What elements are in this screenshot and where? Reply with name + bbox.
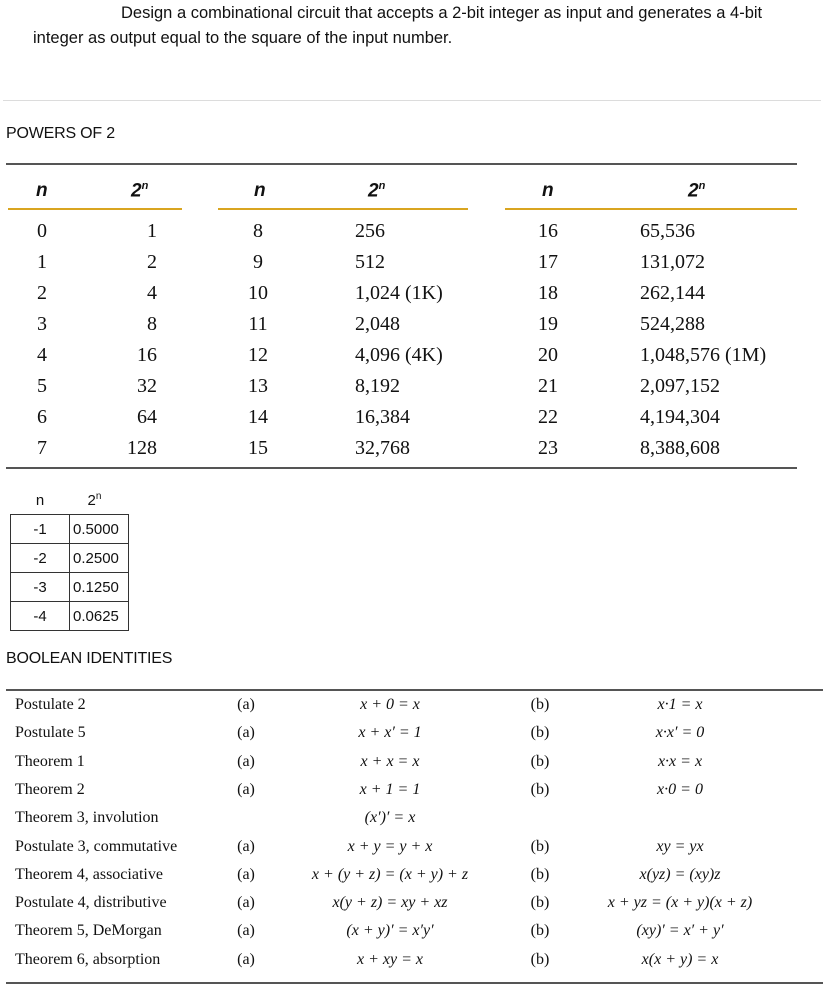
power-n: 18 bbox=[538, 282, 558, 304]
identity-expr-b: x·x′ = 0 bbox=[655, 724, 705, 741]
power-n: 22 bbox=[538, 406, 558, 428]
power-value: 2 bbox=[147, 251, 157, 273]
label-b: (b) bbox=[530, 781, 550, 798]
power-n: 5 bbox=[37, 375, 47, 397]
power-value: 16 bbox=[137, 344, 157, 366]
boolean-bottom-rule bbox=[6, 982, 823, 984]
power-n: 15 bbox=[248, 437, 268, 459]
power-n: 21 bbox=[538, 375, 558, 397]
label-a: (a) bbox=[237, 894, 255, 911]
label-b: (b) bbox=[530, 922, 550, 939]
header-rule-2 bbox=[218, 208, 468, 210]
power-n: 19 bbox=[538, 313, 558, 335]
power-n: 9 bbox=[253, 251, 263, 273]
table-row bbox=[11, 602, 129, 631]
power-value: 64 bbox=[137, 406, 157, 428]
table-row bbox=[11, 544, 129, 573]
label-a: (a) bbox=[237, 724, 255, 741]
header-2n-1: 2$^n$ bbox=[131, 180, 149, 202]
power-value: 512 bbox=[355, 251, 385, 273]
power-value: 128 bbox=[127, 437, 157, 459]
identity-name: Theorem 2 bbox=[15, 781, 85, 798]
label-a: (a) bbox=[237, 866, 255, 883]
label-b: (b) bbox=[530, 724, 550, 741]
identity-expr-a: (x + y)′ = x′y′ bbox=[346, 922, 434, 939]
neg-value: 0.5000 bbox=[70, 515, 129, 544]
neg-value: 0.1250 bbox=[70, 573, 129, 602]
identity-name: Theorem 5, DeMorgan bbox=[15, 922, 162, 939]
identity-expr-a: x + x = x bbox=[360, 753, 420, 770]
power-n: 8 bbox=[253, 220, 263, 242]
power-n: 20 bbox=[538, 344, 558, 366]
identity-expr-b: x·1 = x bbox=[657, 696, 703, 713]
power-n: 14 bbox=[248, 406, 268, 428]
boolean-top-rule bbox=[6, 689, 823, 691]
identity-expr-b: x(x + y) = x bbox=[641, 951, 719, 968]
label-a: (a) bbox=[237, 922, 255, 939]
identity-name: Theorem 1 bbox=[15, 753, 85, 770]
label-a: (a) bbox=[237, 696, 255, 713]
identity-name: Postulate 2 bbox=[15, 696, 86, 713]
label-a: (a) bbox=[237, 753, 255, 770]
header-2n: 2$^n$ bbox=[87, 491, 102, 509]
label-a: (a) bbox=[237, 838, 255, 855]
identity-expr-a: x(y + z) = xy + xz bbox=[332, 894, 448, 911]
table-top-rule bbox=[6, 163, 797, 165]
header-2n-3: 2$^n$ bbox=[688, 180, 706, 202]
label-b: (b) bbox=[530, 753, 550, 770]
label-b: (b) bbox=[530, 866, 550, 883]
power-n: 12 bbox=[248, 344, 268, 366]
neg-n: -2 bbox=[11, 544, 70, 573]
power-value: 1,048,576 (1M) bbox=[640, 344, 767, 366]
header-n: n bbox=[35, 491, 45, 509]
powers-section-title: POWERS OF 2 bbox=[6, 125, 115, 142]
power-value: 4,096 (4K) bbox=[355, 344, 443, 366]
power-n: 4 bbox=[37, 344, 47, 366]
question-line-2: integer as output equal to the square of the input number. bbox=[33, 29, 453, 47]
identity-expr-a: (x′)′ = x bbox=[364, 809, 416, 826]
identity-expr-b: x + yz = (x + y)(x + z) bbox=[607, 894, 753, 911]
header-rule-3 bbox=[505, 208, 797, 210]
power-n: 16 bbox=[538, 220, 558, 242]
table-bottom-rule bbox=[6, 467, 797, 469]
identity-name: Postulate 3, commutative bbox=[15, 838, 178, 855]
power-value: 131,072 bbox=[640, 251, 705, 273]
power-n: 3 bbox=[37, 313, 47, 335]
identity-name: Postulate 5 bbox=[15, 724, 86, 741]
power-value: 1 bbox=[147, 220, 157, 242]
power-n: 6 bbox=[37, 406, 47, 428]
power-n: 2 bbox=[37, 282, 47, 304]
table-header-row bbox=[11, 486, 129, 515]
power-value: 65,536 bbox=[640, 220, 695, 242]
power-n: 23 bbox=[538, 437, 558, 459]
identity-expr-a: x + (y + z) = (x + y) + z bbox=[311, 866, 469, 883]
power-value: 32 bbox=[137, 375, 157, 397]
power-n: 17 bbox=[538, 251, 558, 273]
identity-name: Theorem 6, absorption bbox=[15, 951, 161, 968]
power-value: 32,768 bbox=[355, 437, 410, 459]
identity-expr-b: x·0 = 0 bbox=[657, 781, 703, 798]
label-b: (b) bbox=[530, 696, 550, 713]
power-n: 1 bbox=[37, 251, 47, 273]
label-a: (a) bbox=[237, 781, 255, 798]
identity-expr-b: xy = yx bbox=[656, 838, 704, 855]
label-b: (b) bbox=[530, 894, 550, 911]
power-value: 4,194,304 bbox=[640, 406, 720, 428]
header-n-1: n bbox=[36, 180, 48, 201]
identity-expr-b: x(yz) = (xy)z bbox=[639, 866, 721, 883]
identity-name: Theorem 3, involution bbox=[15, 809, 159, 826]
identity-expr-a: x + 1 = 1 bbox=[359, 781, 421, 798]
identity-expr-a: x + xy = x bbox=[357, 951, 423, 968]
label-b: (b) bbox=[530, 838, 550, 855]
neg-n: -4 bbox=[11, 602, 70, 631]
identity-expr-b: (xy)′ = x′ + y′ bbox=[636, 922, 724, 939]
neg-n: -3 bbox=[11, 573, 70, 602]
power-n: 0 bbox=[37, 220, 47, 242]
power-n: 10 bbox=[248, 282, 268, 304]
header-2n-2: 2$^n$ bbox=[368, 180, 386, 202]
power-value: 524,288 bbox=[640, 313, 705, 335]
power-n: 7 bbox=[37, 437, 47, 459]
header-n-2: n bbox=[254, 180, 266, 201]
powers-table bbox=[0, 0, 825, 480]
identity-expr-b: x·x = x bbox=[657, 753, 703, 770]
label-b: (b) bbox=[530, 951, 550, 968]
power-value: 8 bbox=[147, 313, 157, 335]
power-value: 2,097,152 bbox=[640, 375, 720, 397]
question-line-1: Design a combinational circuit that accepts a 2-bit integer as input and generates a 4-bit bbox=[121, 4, 763, 22]
power-value: 8,192 bbox=[355, 375, 400, 397]
identity-name: Postulate 4, distributive bbox=[15, 894, 167, 911]
header-rule-1 bbox=[8, 208, 182, 210]
power-n: 11 bbox=[248, 313, 268, 335]
power-value: 2,048 bbox=[355, 313, 400, 335]
identity-expr-a: x + y = y + x bbox=[347, 838, 433, 855]
header-n-3: n bbox=[542, 180, 554, 201]
neg-value: 0.2500 bbox=[70, 544, 129, 573]
neg-value: 0.0625 bbox=[70, 602, 129, 631]
power-value: 4 bbox=[147, 282, 157, 304]
boolean-section-title: BOOLEAN IDENTITIES bbox=[6, 650, 173, 667]
table-row bbox=[11, 573, 129, 602]
identity-name: Theorem 4, associative bbox=[15, 866, 163, 883]
label-a: (a) bbox=[237, 951, 255, 968]
neg-n: -1 bbox=[11, 515, 70, 544]
power-value: 8,388,608 bbox=[640, 437, 720, 459]
power-value: 1,024 (1K) bbox=[355, 282, 443, 304]
negative-powers-table bbox=[10, 486, 129, 631]
identity-expr-a: x + x′ = 1 bbox=[358, 724, 422, 741]
table-row bbox=[11, 515, 129, 544]
power-value: 16,384 bbox=[355, 406, 410, 428]
power-value: 262,144 bbox=[640, 282, 705, 304]
power-value: 256 bbox=[355, 220, 385, 242]
power-n: 13 bbox=[248, 375, 268, 397]
identity-expr-a: x + 0 = x bbox=[360, 696, 420, 713]
